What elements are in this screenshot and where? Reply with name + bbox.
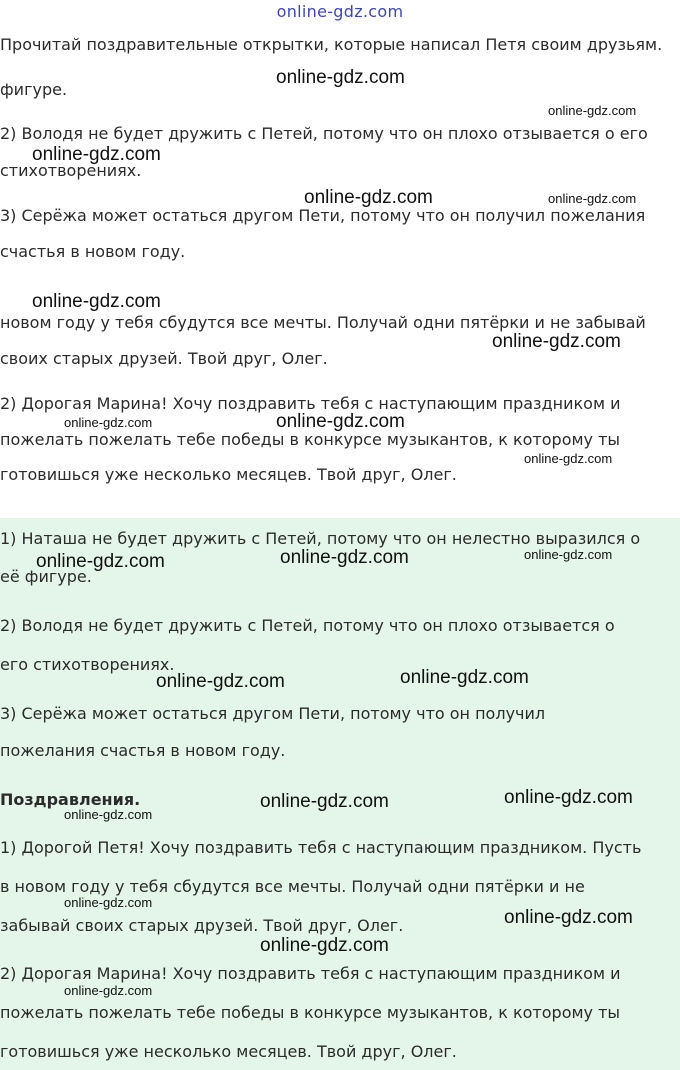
watermark: online-gdz.com [64, 415, 153, 430]
answer-2-line2: его стихотворениях. [0, 655, 175, 674]
answer-card2-line1: 2) Дорогая Марина! Хочу поздравить тебя с наступающим праздником и [0, 964, 621, 983]
task-item1-tail: фигуре. [0, 80, 68, 99]
task-card2-line1: 2) Дорогая Марина! Хочу поздравить тебя с наступающим праздником и [0, 394, 621, 413]
watermark: online-gdz.com [524, 547, 613, 562]
answer-3-line2: пожелания счастья в новом году. [0, 741, 286, 760]
answer-card1-line2: в новом году у тебя сбудутся все мечты. Получай одни пятёрки и не [0, 877, 585, 896]
answer-2-line1: 2) Володя не будет дружить с Петей, потому что он плохо отзывается о [0, 616, 615, 635]
task-item3-line2: счастья в новом году. [0, 242, 186, 261]
watermark: online-gdz.com [304, 187, 433, 208]
watermark: online-gdz.com [400, 667, 529, 688]
watermark: online-gdz.com [36, 551, 165, 572]
watermark: online-gdz.com [64, 983, 153, 998]
watermark: online-gdz.com [64, 807, 153, 822]
watermark: online-gdz.com [64, 895, 153, 910]
watermark: online-gdz.com [548, 191, 637, 206]
watermark: online-gdz.com [504, 907, 633, 928]
answer-3-line1: 3) Серёжа может остаться другом Пети, потому что он получил [0, 704, 546, 723]
answer-heading: Поздравления. [0, 790, 141, 809]
watermark-top: online-gdz.com [276, 2, 404, 21]
task-card1-line2: новом году у тебя сбудутся все мечты. Получай одни пятёрки и не забывай [0, 313, 646, 332]
answer-card2-line3: готовишься уже несколько месяцев. Твой друг, Олег. [0, 1042, 457, 1061]
task-item2-line1: 2) Володя не будет дружить с Петей, потому что он плохо отзывается о его [0, 124, 648, 143]
watermark: online-gdz.com [156, 671, 285, 692]
watermark: online-gdz.com [32, 291, 161, 312]
task-intro: Прочитай поздравительные открытки, которые написал Петя своим друзьям. [0, 35, 663, 54]
watermark: online-gdz.com [32, 144, 161, 165]
watermark: online-gdz.com [548, 103, 637, 118]
watermark: online-gdz.com [260, 935, 389, 956]
answer-card2-line2: пожелать пожелать тебе победы в конкурсе музыкантов, к которому ты [0, 1003, 621, 1022]
task-card2-line3: готовишься уже несколько месяцев. Твой друг, Олег. [0, 465, 457, 484]
task-card1-line3: своих старых друзей. Твой друг, Олег. [0, 349, 328, 368]
watermark: online-gdz.com [492, 331, 621, 352]
watermark: online-gdz.com [504, 787, 633, 808]
watermark: online-gdz.com [524, 451, 613, 466]
answer-card1-line1: 1) Дорогой Петя! Хочу поздравить тебя с наступающим праздником. Пусть [0, 838, 642, 857]
watermark: online-gdz.com [280, 547, 409, 568]
task-card2-line2: пожелать пожелать тебе победы в конкурсе музыкантов, к которому ты [0, 430, 621, 449]
watermark: online-gdz.com [260, 791, 389, 812]
answer-1-line1: 1) Наташа не будет дружить с Петей, потому что он нелестно выразился о [0, 529, 641, 548]
task-item3-line1: 3) Серёжа может остаться другом Пети, потому что он получил пожелания [0, 206, 646, 225]
watermark: online-gdz.com [276, 67, 405, 88]
task-item2-line2: стихотворениях. [0, 161, 142, 180]
answer-1-line2: её фигуре. [0, 567, 92, 586]
answer-card1-line3: забывай своих старых друзей. Твой друг, Олег. [0, 916, 404, 935]
watermark: online-gdz.com [276, 411, 405, 432]
